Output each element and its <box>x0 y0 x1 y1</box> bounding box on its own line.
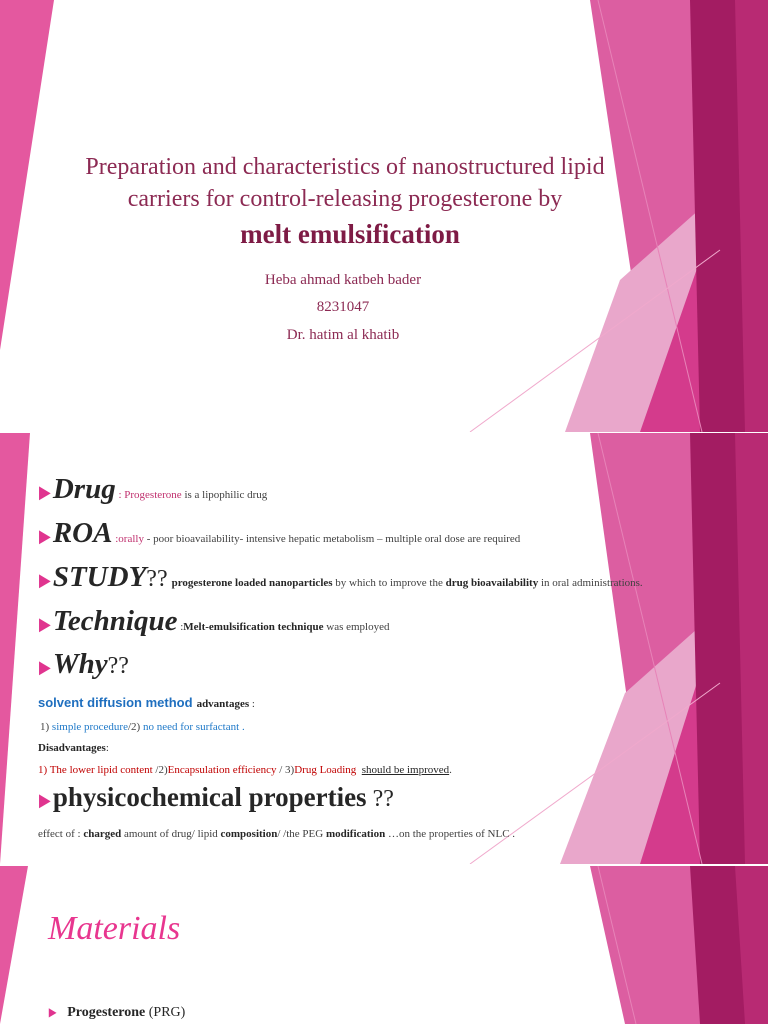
roa-value: orally <box>118 533 144 545</box>
advantage-item: no need for surfactant <box>142 721 240 733</box>
author-name: Heba ahmad katbeh bader <box>264 272 422 288</box>
technique-keyword: Technique <box>52 605 178 637</box>
solvent-diffusion-row: solvent diffusion method advantages : <box>38 695 255 710</box>
why-row: ▶Why?? <box>39 648 129 680</box>
disadvantages-heading: Disadvantages: <box>38 742 109 754</box>
slide-overview <box>0 433 768 864</box>
technique-row: ▶Technique :Melt-emulsification technique was employed <box>39 605 390 637</box>
advantage-item: simple procedure <box>51 721 128 733</box>
slide-title <box>0 0 768 432</box>
decorative-background-shapes <box>0 0 768 432</box>
triangle-bullet-icon: ▶ <box>48 1005 57 1019</box>
materials-title: Materials <box>48 910 181 947</box>
right-shape-mid <box>590 866 705 1024</box>
slide-title-line-1: Preparation and characteristics of nanostructured lipid <box>85 154 605 180</box>
drug-value: Progesterone <box>124 489 182 501</box>
triangle-bullet-icon: ▶ <box>39 657 51 677</box>
slide-title-bold: melt emulsification <box>240 219 460 249</box>
study-row: ▶STUDY?? progesterone loaded nanoparticles by which to improve the drug bioavailability in oral administrations. <box>39 561 643 593</box>
triangle-bullet-icon: ▶ <box>39 790 51 810</box>
drug-keyword: Drug <box>52 473 116 505</box>
drug-row: ▶Drug : Progesterone is a lipophilic drug <box>39 473 268 505</box>
materials-item: ▶ Progesterone (PRG) <box>48 1005 186 1020</box>
roa-keyword: ROA <box>52 517 113 549</box>
disadvantages-list: 1) The lower lipid content /2)Encapsulation efficiency / 3)Drug Loading should be improved. <box>38 764 452 776</box>
slide-title-line-2: carriers for control-releasing progesterone by <box>127 186 563 212</box>
student-id: 8231047 <box>316 299 370 315</box>
triangle-bullet-icon: ▶ <box>39 526 51 546</box>
left-stripe-shape <box>0 866 28 1024</box>
triangle-bullet-icon: ▶ <box>39 614 51 634</box>
study-keyword: STUDY <box>52 561 147 593</box>
advisor-name: Dr. hatim al khatib <box>286 327 400 343</box>
triangle-bullet-icon: ▶ <box>39 570 51 590</box>
slide-materials <box>0 866 768 1024</box>
left-stripe-shape <box>0 433 30 864</box>
effect-row: effect of : charged amount of drug/ lipid composition/ /the PEG modification …on the properties of NLC . <box>38 828 516 840</box>
triangle-bullet-icon: ▶ <box>39 482 51 502</box>
roa-row: ▶ROA :orally - poor bioavailability- intensive hepatic metabolism – multiple oral dose are required <box>39 517 521 549</box>
advantages-list: 1) simple procedure/2) no need for surfactant . <box>40 721 245 733</box>
physicochemical-row: ▶physicochemical properties ?? <box>39 782 394 812</box>
physicochemical-keyword: physicochemical properties <box>52 782 367 812</box>
why-keyword: Why <box>52 648 108 680</box>
solvent-diffusion-method: solvent diffusion method <box>38 695 193 710</box>
